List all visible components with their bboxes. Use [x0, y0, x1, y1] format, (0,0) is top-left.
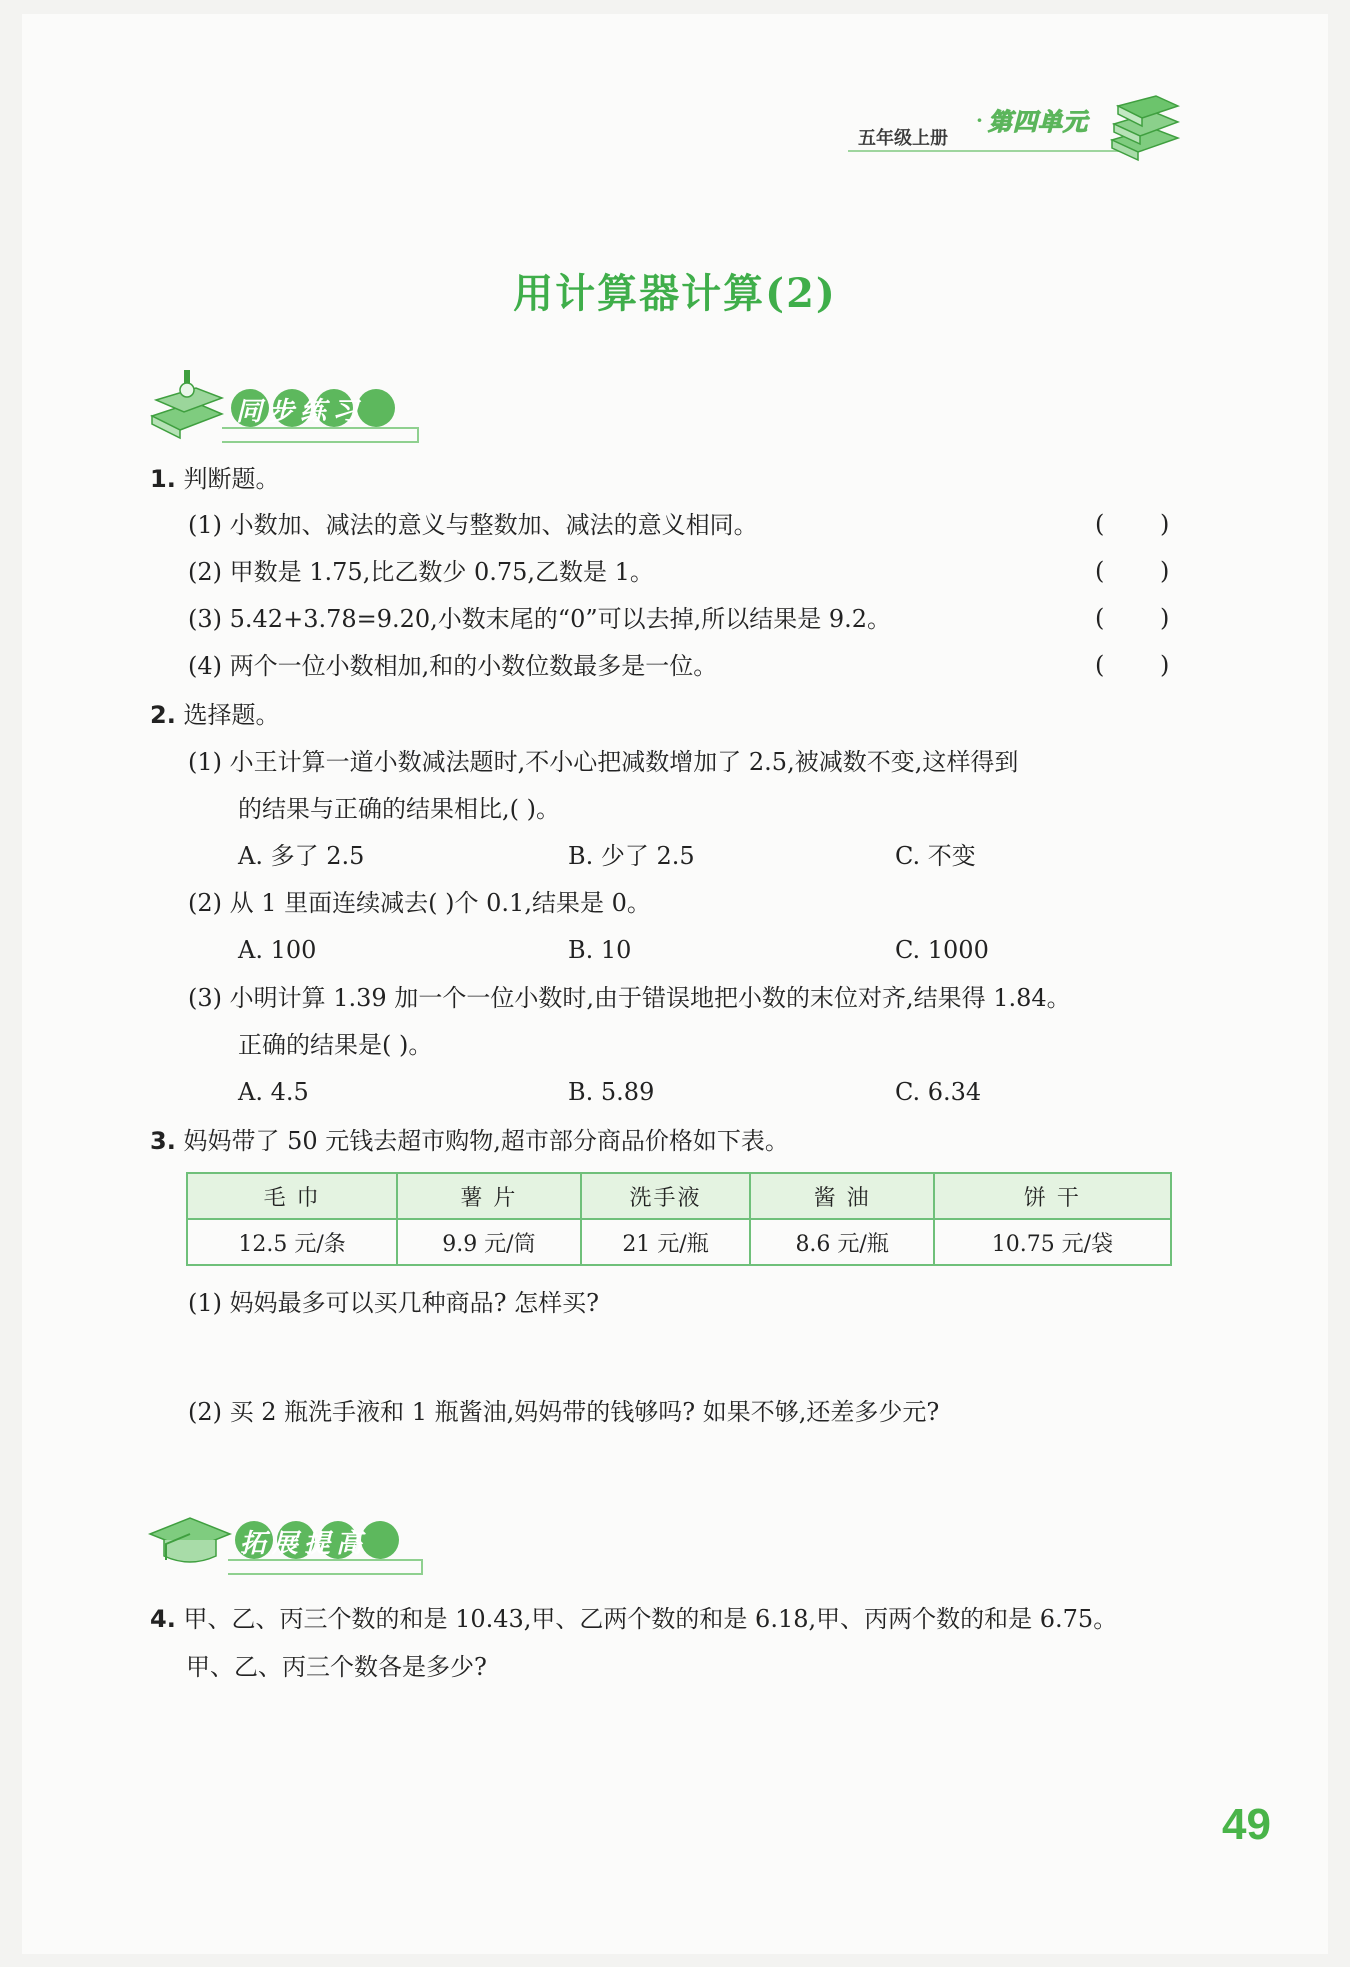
answer-paren-close-4[interactable]: ) [1160, 651, 1170, 679]
q1-item-1-text: 小数加、减法的意义与整数加、减法的意义相同。 [229, 511, 758, 539]
price-table-header: 饼 干 [934, 1173, 1171, 1219]
q1-item-3-no: (3) [188, 605, 222, 633]
answer-paren-close-2[interactable]: ) [1160, 557, 1170, 585]
q1-number: 1. [150, 465, 176, 493]
q2-item-3-no: (3) [188, 984, 222, 1012]
q2-stem: 选择题。 [183, 701, 280, 729]
price-table-header: 薯 片 [397, 1173, 580, 1219]
section-title-extension: 拓展提高 [240, 1529, 369, 1559]
q2-title [150, 700, 279, 730]
q1-item-2-no: (2) [188, 558, 222, 586]
answer-paren-open-2[interactable]: ( [1095, 557, 1105, 585]
price-table-cell: 10.75 元/袋 [934, 1219, 1171, 1265]
q2-item-2-line1 [188, 888, 651, 918]
q2-number: 2. [150, 701, 176, 729]
q2-1-option-a[interactable]: A. 多了 2.5 [238, 842, 365, 870]
q3-sub-2: (2) 买 2 瓶洗手液和 1 瓶酱油,妈妈带的钱够吗? 如果不够,还差多少元? [188, 1398, 940, 1426]
q2-1-option-b[interactable]: B. 少了 2.5 [568, 842, 695, 870]
q1-item-2 [188, 557, 654, 587]
answer-paren-close-1[interactable]: ) [1160, 510, 1170, 538]
q2-item-2-text: 从 1 里面连续减去( )个 0.1,结果是 0。 [229, 889, 651, 917]
q1-item-4-text: 两个一位小数相加,和的小数位数最多是一位。 [229, 652, 718, 680]
q4-line-1 [150, 1604, 1117, 1634]
q2-item-1-no: (1) [188, 748, 222, 776]
books-icon [1108, 88, 1180, 164]
q1-stem: 判断题。 [183, 465, 280, 493]
price-table-cell: 9.9 元/筒 [397, 1219, 580, 1265]
q3-sub-1: (1) 妈妈最多可以买几种商品? 怎样买? [188, 1289, 599, 1317]
q2-item-1-line2: 的结果与正确的结果相比,( )。 [238, 795, 560, 823]
price-table-header-row [187, 1173, 1171, 1219]
price-table-header: 洗手液 [581, 1173, 751, 1219]
section-title-practice: 同步练习 [236, 397, 365, 427]
q2-item-2-no: (2) [188, 889, 222, 917]
q1-item-1 [188, 510, 758, 540]
q2-3-option-c[interactable]: C. 6.34 [895, 1078, 982, 1106]
price-table-cell: 12.5 元/条 [187, 1219, 397, 1265]
q2-2-option-b[interactable]: B. 10 [568, 936, 632, 964]
answer-paren-close-3[interactable]: ) [1160, 604, 1170, 632]
q4-number: 4. [150, 1605, 176, 1633]
q2-3-option-a[interactable]: A. 4.5 [238, 1078, 309, 1106]
q3-title [150, 1126, 789, 1156]
q1-item-1-no: (1) [188, 511, 222, 539]
q1-item-3-text: 5.42+3.78=9.20,小数末尾的“0”可以去掉,所以结果是 9.2。 [229, 605, 892, 633]
price-table-row [187, 1219, 1171, 1265]
q3-number: 3. [150, 1127, 176, 1155]
q2-item-3-text: 小明计算 1.39 加一个一位小数时,由于错误地把小数的末位对齐,结果得 1.84。 [229, 984, 1071, 1012]
header-grade: 五年级上册 [858, 128, 948, 149]
q1-title [150, 464, 279, 494]
q1-item-2-text: 甲数是 1.75,比乙数少 0.75,乙数是 1。 [229, 558, 654, 586]
q2-3-option-b[interactable]: B. 5.89 [568, 1078, 655, 1106]
q2-item-3-line2: 正确的结果是( )。 [238, 1031, 433, 1059]
page-number: 49 [1222, 1800, 1271, 1849]
q2-item-3-line1 [188, 983, 1071, 1013]
answer-paren-open-1[interactable]: ( [1095, 510, 1105, 538]
q1-item-3 [188, 604, 891, 634]
header-unit: 第四单元 [988, 108, 1088, 136]
q2-item-1-text: 小王计算一道小数减法题时,不小心把减数增加了 2.5,被减数不变,这样得到 [229, 748, 1019, 776]
answer-paren-open-3[interactable]: ( [1095, 604, 1105, 632]
price-table-header: 酱 油 [750, 1173, 933, 1219]
header-rule [848, 150, 1138, 152]
q1-item-4-no: (4) [188, 652, 222, 680]
q3-stem: 妈妈带了 50 元钱去超市购物,超市部分商品价格如下表。 [183, 1127, 789, 1155]
q2-2-option-a[interactable]: A. 100 [238, 936, 317, 964]
q2-2-option-c[interactable]: C. 1000 [895, 936, 989, 964]
q4-text: 甲、乙、丙三个数的和是 10.43,甲、乙两个数的和是 6.18,甲、丙两个数的和是 6.75。 [183, 1605, 1118, 1633]
answer-paren-open-4[interactable]: ( [1095, 651, 1105, 679]
header-dot: · [976, 108, 983, 132]
page-title: 用计算器计算(2) [513, 270, 837, 317]
q4-line-2: 甲、乙、丙三个数各是多少? [186, 1653, 487, 1681]
q2-1-option-c[interactable]: C. 不变 [895, 842, 976, 870]
price-table-cell: 21 元/瓶 [581, 1219, 751, 1265]
q2-item-1-line1 [188, 747, 1018, 777]
price-table-cell: 8.6 元/瓶 [750, 1219, 933, 1265]
q1-item-4 [188, 651, 717, 681]
price-table-header: 毛 巾 [187, 1173, 397, 1219]
price-table [186, 1172, 1172, 1266]
